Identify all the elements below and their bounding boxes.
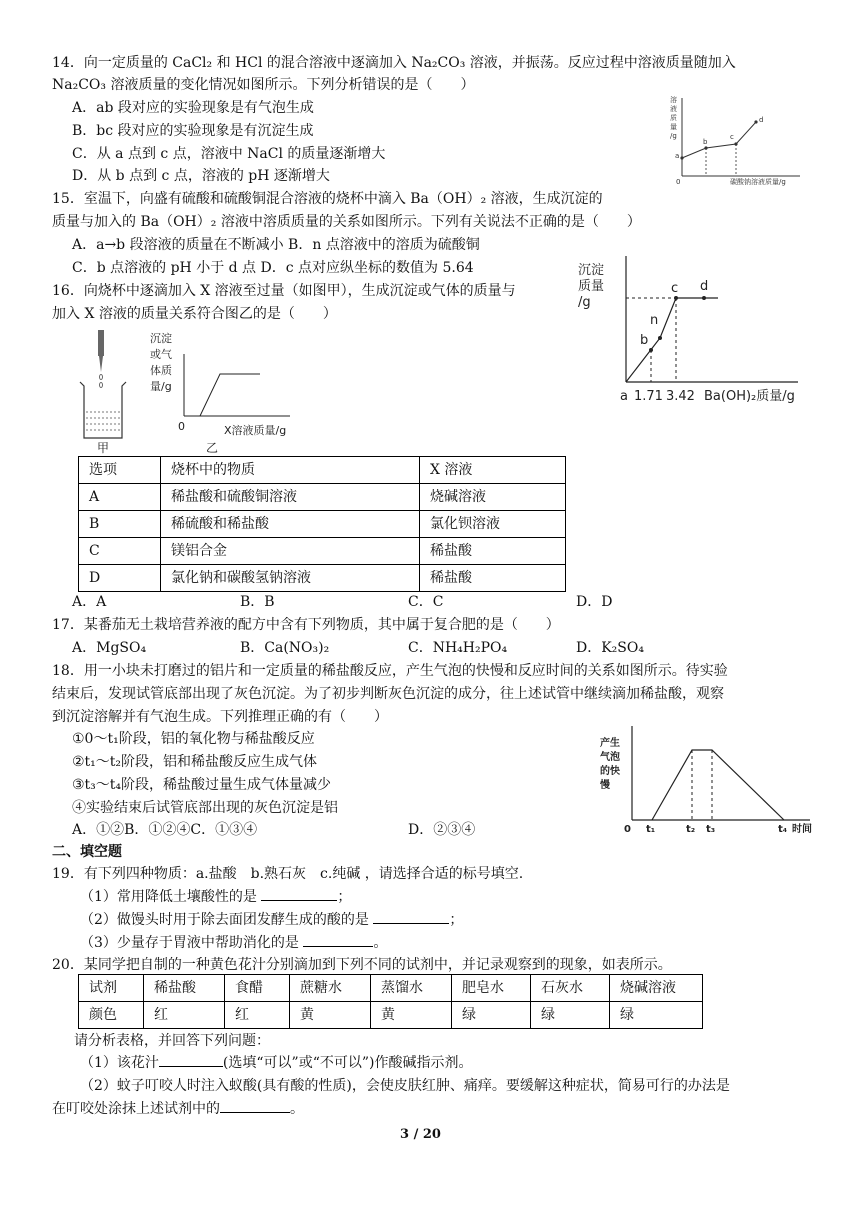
q20-intro: 请分析表格，并回答下列问题： bbox=[74, 1033, 270, 1049]
dropper-bulb-icon bbox=[98, 330, 104, 356]
q15-tick-171: 1.71 bbox=[634, 389, 663, 404]
table-cell: 烧碱溶液 bbox=[610, 975, 703, 1002]
q18-ylabel-2: 气泡 bbox=[600, 752, 620, 763]
q18-stem-line2: 结束后，发现试管底部出现了灰色沉淀。为了初步判断灰色沉淀的成分，往上述试管中继续滴加稀盐酸，观察 bbox=[52, 686, 724, 702]
q20-part-2-text: 在叮咬处涂抹上述试剂中的 bbox=[52, 1101, 220, 1117]
q14-stem-line2: Na₂CO₃ 溶液质量的变化情况如图所示。下列分析错误的是（ ） bbox=[52, 77, 475, 93]
q16-xlabel: X溶液质量/g bbox=[224, 424, 287, 437]
q15-tick-342: 3.42 bbox=[666, 389, 695, 404]
q15-stem-line1: 15．室温下，向盛有硫酸和硫酸铜混合溶液的烧杯中滴入 Ba（OH）₂ 溶液，生成沉淀的 bbox=[52, 191, 603, 207]
q14-option-d: D．从 b 点到 c 点，溶液的 pH 逐渐增大 bbox=[72, 168, 330, 184]
q15-point-n: n bbox=[650, 313, 659, 328]
q15-ylabel-3: /g bbox=[578, 295, 591, 310]
q15-point-b: b bbox=[640, 333, 649, 348]
q17-option-d: D．K₂SO₄ bbox=[576, 640, 644, 656]
q15-xlabel: Ba(OH)₂质量/g bbox=[704, 389, 795, 404]
q15-point-c: c bbox=[671, 281, 679, 296]
q19-answer-blank-1[interactable] bbox=[261, 900, 337, 901]
q19-answer-blank-3[interactable] bbox=[303, 946, 373, 947]
table-cell: 红 bbox=[225, 1002, 290, 1029]
q14-ylabel-2: 液 bbox=[670, 105, 677, 113]
q15-stem-line2: 质量与加入的 Ba（OH）₂ 溶液中溶质质量的关系如图所示。下列有关说法不正确的是（ ） bbox=[52, 214, 641, 230]
q14-stem-line1: 14．向一定质量的 CaCl₂ 和 HCl 的混合溶液中逐滴加入 Na₂CO₃ 溶液，并振荡。反应过程中溶液质量随加入 bbox=[52, 55, 736, 71]
q16-ylabel-4: 量/g bbox=[150, 380, 172, 393]
table-cell: 红 bbox=[144, 1002, 225, 1029]
q19-sub-1-tail: ； bbox=[337, 889, 352, 905]
table-cell: 试剂 bbox=[79, 975, 144, 1002]
q15-ylabel-2: 质量 bbox=[578, 279, 605, 294]
q14-origin: 0 bbox=[676, 178, 681, 186]
table-cell: 绿 bbox=[531, 1002, 610, 1029]
q15-options-cd: C．b 点溶液的 pH 小于 d 点 D．c 点对应纵坐标的数值为 5.64 bbox=[72, 260, 474, 276]
q16-ylabel-3: 体质 bbox=[150, 364, 172, 377]
table-cell: 稀硫酸和稀盐酸 bbox=[161, 511, 420, 538]
fig-yi-label: 乙 bbox=[206, 441, 219, 454]
q18-item-4: ④实验结束后试管底部出现的灰色沉淀是铝 bbox=[72, 800, 338, 816]
table-cell: C bbox=[79, 538, 161, 565]
q15-ylabel-1: 沉淀 bbox=[578, 263, 605, 278]
table-cell: 石灰水 bbox=[531, 975, 610, 1002]
q18-stem-line3: 到沉淀溶解并有气泡生成。下列推理正确的有（ ） bbox=[52, 709, 388, 725]
table-cell: 肥皂水 bbox=[452, 975, 531, 1002]
q18-xlabel: 时间 bbox=[792, 824, 812, 835]
table-cell: 镁铝合金 bbox=[161, 538, 420, 565]
q14-option-b: B．bc 段对应的实验现象是有沉淀生成 bbox=[72, 123, 314, 139]
q18-item-1: ①0～t₁阶段，铝的氧化物与稀盐酸反应 bbox=[72, 731, 315, 747]
q14-point-d: d bbox=[759, 116, 764, 124]
q18-item-2: ②t₁～t₂阶段，铝和稀盐酸反应生成气体 bbox=[72, 754, 318, 770]
fig-jia-label: 甲 bbox=[97, 441, 110, 454]
q18-item-3: ③t₃～t₄阶段，稀盐酸过量生成气体量减少 bbox=[72, 777, 332, 793]
q16-option-b: B．B bbox=[240, 594, 275, 610]
table-row bbox=[79, 484, 566, 511]
table-cell: 蔗糖水 bbox=[290, 975, 371, 1002]
q19-sub-3-text: （3）少量存于胃液中帮助消化的是 bbox=[80, 935, 299, 951]
table-row bbox=[79, 565, 566, 592]
table-cell: 绿 bbox=[610, 1002, 703, 1029]
table-cell: 黄 bbox=[371, 1002, 452, 1029]
q14-point-a: a bbox=[675, 152, 680, 160]
q19-sub-2 bbox=[80, 909, 463, 931]
q18-tick-t2: t₂ bbox=[686, 824, 696, 835]
table-cell: B bbox=[79, 511, 161, 538]
q18-tick-t4: t₄ bbox=[778, 824, 788, 835]
table-cell: 氯化钠和碳酸氢钠溶液 bbox=[161, 565, 420, 592]
table-row bbox=[79, 975, 703, 1002]
table-cell: 黄 bbox=[290, 1002, 371, 1029]
q20-part-2-line2 bbox=[52, 1098, 304, 1120]
q16-figure-beaker bbox=[76, 328, 136, 454]
q16-ylabel-2: 或气 bbox=[150, 348, 172, 361]
table-header: X 溶液 bbox=[420, 457, 566, 484]
q19-sub-1-text: （1）常用降低土壤酸性的是 bbox=[80, 889, 257, 905]
q14-graph bbox=[666, 92, 806, 188]
q16-origin: 0 bbox=[178, 420, 185, 433]
q16-stem-line2: 加入 X 溶液的质量关系符合图乙的是（ ） bbox=[52, 306, 337, 322]
q17-option-a: A．MgSO₄ bbox=[72, 640, 147, 656]
q18-stem-line1: 18．用一小块未打磨过的铝片和一定质量的稀盐酸反应，产生气泡的快慢和反应时间的关系如图所示。待实验 bbox=[52, 663, 728, 679]
q18-option-d: D．②③④ bbox=[408, 822, 476, 838]
q19-sub-3-tail: 。 bbox=[373, 935, 388, 951]
q20-part-1-text: （1）该花汁 bbox=[80, 1055, 159, 1071]
q15-point-d: d bbox=[700, 279, 709, 294]
q16-option-d: D．D bbox=[576, 594, 613, 610]
page-number: 3 / 20 bbox=[400, 1127, 441, 1142]
q16-options-table bbox=[78, 456, 566, 592]
table-cell: 稀盐酸和硫酸铜溶液 bbox=[161, 484, 420, 511]
q19-sub-3 bbox=[80, 932, 387, 954]
table-cell: 食醋 bbox=[225, 975, 290, 1002]
q18-graph bbox=[598, 720, 824, 838]
q15-options-ab: A．a→b 段溶液的质量在不断减小 B．n 点溶液中的溶质为硫酸铜 bbox=[72, 237, 480, 253]
q20-stem: 20．某同学把自制的一种黄色花汁分别滴加到下列不同的试剂中，并记录观察到的现象，如表所示。 bbox=[52, 957, 672, 973]
table-header: 选项 bbox=[79, 457, 161, 484]
q18-options-abc: A．①②B．①②④C．①③④ bbox=[72, 822, 258, 838]
q15-point-a: a bbox=[620, 389, 628, 404]
q20-part-1 bbox=[80, 1052, 472, 1074]
q19-answer-blank-2[interactable] bbox=[373, 923, 449, 924]
q16-graph-yi bbox=[148, 328, 308, 454]
table-cell: 氯化钡溶液 bbox=[420, 511, 566, 538]
table-row bbox=[79, 538, 566, 565]
q14-ylabel-4: 量 bbox=[670, 123, 677, 131]
q14-option-a: A．ab 段对应的实验现象是有气泡生成 bbox=[72, 100, 314, 116]
table-cell: 颜色 bbox=[79, 1002, 144, 1029]
q20-part-2-tail: 。 bbox=[290, 1101, 304, 1117]
q14-point-b: b bbox=[703, 138, 708, 146]
q18-tick-0: 0 bbox=[624, 824, 631, 835]
table-cell: D bbox=[79, 565, 161, 592]
q16-stem-line1: 16．向烧杯中逐滴加入 X 溶液至过量（如图甲），生成沉淀或气体的质量与 bbox=[52, 283, 516, 299]
table-cell: 稀盐酸 bbox=[420, 538, 566, 565]
q19-sub-1 bbox=[80, 886, 351, 908]
q14-ylabel-3: 质 bbox=[670, 114, 677, 122]
q16-ylabel-1: 沉淀 bbox=[150, 332, 172, 345]
table-row bbox=[79, 511, 566, 538]
table-cell: 稀盐酸 bbox=[144, 975, 225, 1002]
table-cell: 蒸馏水 bbox=[371, 975, 452, 1002]
q14-point-c: c bbox=[730, 133, 734, 141]
q18-tick-t3: t₃ bbox=[706, 824, 716, 835]
q19-sub-2-text: （2）做馒头时用于除去面团发酵生成的酸的是 bbox=[80, 912, 369, 928]
q16-option-a: A．A bbox=[72, 594, 107, 610]
q20-answer-blank-2[interactable] bbox=[220, 1112, 290, 1113]
table-cell: 绿 bbox=[452, 1002, 531, 1029]
q20-answer-blank-1[interactable] bbox=[159, 1066, 223, 1067]
q19-stem: 19．有下列四种物质：a.盐酸 b.熟石灰 c.纯碱 ，请选择合适的标号填空. bbox=[52, 866, 524, 882]
q18-ylabel-3: 的快 bbox=[600, 766, 620, 777]
q20-part-2-line1: （2）蚊子叮咬人时注入蚁酸(具有酸的性质)，会使皮肤红肿、痛痒。要缓解这种症状，简易可行的办法是 bbox=[80, 1078, 730, 1094]
q14-ylabel-1: 溶 bbox=[670, 96, 677, 104]
q16-option-c: C．C bbox=[408, 594, 444, 610]
table-row bbox=[79, 1002, 703, 1029]
table-cell: A bbox=[79, 484, 161, 511]
table-cell: 烧碱溶液 bbox=[420, 484, 566, 511]
q17-option-c: C．NH₄H₂PO₄ bbox=[408, 640, 508, 656]
q20-reagent-table bbox=[78, 974, 703, 1029]
q17-stem: 17．某番茄无土栽培营养液的配方中含有下列物质，其中属于复合肥的是（ ） bbox=[52, 617, 560, 633]
q14-option-c: C．从 a 点到 c 点，溶液中 NaCl 的质量逐渐增大 bbox=[72, 146, 386, 162]
section-heading-fill-blank: 二、填空题 bbox=[52, 844, 122, 860]
q18-ylabel-4: 慢 bbox=[600, 780, 610, 791]
table-header: 烧杯中的物质 bbox=[161, 457, 420, 484]
q18-ylabel-1: 产生 bbox=[600, 738, 620, 749]
q19-sub-2-tail: ； bbox=[449, 912, 464, 928]
table-header-row bbox=[79, 457, 566, 484]
q18-tick-t1: t₁ bbox=[646, 824, 656, 835]
q14-xlabel: 碳酸钠溶液质量/g bbox=[730, 178, 786, 186]
q15-graph bbox=[576, 252, 806, 412]
q14-ylabel-5: /g bbox=[670, 132, 677, 140]
q20-part-1-tail: (选填“可以”或“不可以”)作酸碱指示剂。 bbox=[222, 1055, 473, 1071]
q17-option-b: B．Ca(NO₃)₂ bbox=[240, 640, 330, 656]
table-cell: 稀盐酸 bbox=[420, 565, 566, 592]
